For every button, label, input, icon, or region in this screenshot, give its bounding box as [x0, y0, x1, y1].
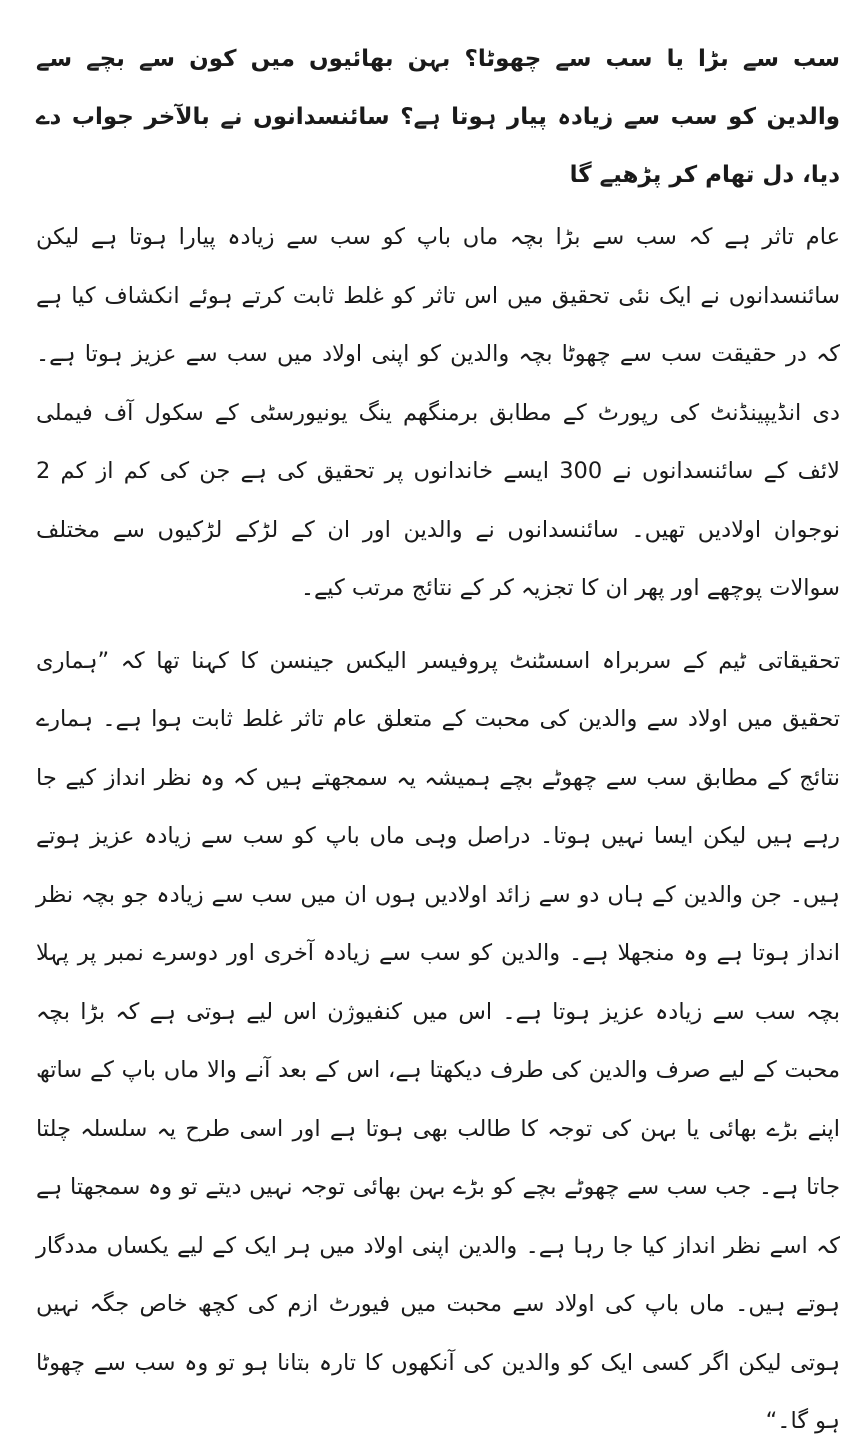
article-paragraph-2: تحقیقاتی ٹیم کے سربراہ اسسٹنٹ پروفیسر الیکس جینسن کا کہنا تھا کہ ”ہماری تحقیق میں اولاد سے والدین کی محبت کے متعلق عام تاثر غلط ثابت ہوا ہے۔ ہمارے نتائج کے مطابق سب سے چھوٹے بچے ہمیشہ یہ سمجھتے ہیں کہ وہ نظر انداز کیے جا رہے ہیں لیکن ایسا نہیں ہوتا۔ دراصل وہی ماں باپ کو سب سے زیادہ عزیز ہوتے ہیں۔ جن والدین کے ہاں دو سے زائد اولادیں ہوں ان میں سب سے زیادہ جو بچہ نظر انداز ہوتا ہے وہ منجھلا ہے۔ والدین کو سب سے زیادہ آخری اور دوسرے نمبر پر پہلا بچہ سب سے زیادہ عزیز ہوتا ہے۔ اس میں کنفیوژن اس لیے ہوتی ہے کہ بڑا بچہ محبت کے لیے صرف والدین کی طرف دیکھتا ہے، اس کے بعد آنے والا ماں باپ کے ساتھ اپنے بڑے بھائی یا بہن کی توجہ کا طالب بھی ہوتا ہے اور اسی طرح یہ سلسلہ چلتا جاتا ہے۔ جب سب سے چھوٹے بچے کو بڑے بہن بھائی توجہ نہیں دیتے تو وہ سمجھتا ہے کہ اسے نظر انداز کیا جا رہا ہے۔ والدین اپنی اولاد میں ہر ایک کے لیے یکساں مددگار ہوتے ہیں۔ ماں باپ کی اولاد سے محبت میں فیورٹ ازم کی کچھ خاص جگہ نہیں ہوتی لیکن اگر کسی ایک کو والدین کی آنکھوں کا تارہ بتانا ہو تو وہ سب سے چھوٹا ہو گا۔“ [36, 647, 840, 1434]
article-paragraph-1: عام تاثر ہے کہ سب سے بڑا بچہ ماں باپ کو سب سے زیادہ پیارا ہوتا ہے لیکن سائنسدانوں نے ایک نئی تحقیق میں اس تاثر کو غلط ثابت کرتے ہوئے انکشاف کیا ہے کہ در حقیقت سب سے چھوٹا بچہ والدین کو اپنی اولاد میں سب سے عزیز ہوتا ہے۔ دی انڈیپینڈنٹ کی رپورٹ کے مطابق برمنگھم ینگ یونیورسٹی کے سکول آف فیملی لائف کے سائنسدانوں نے 300 ایسے خاندانوں پر تحقیق کی ہے جن کی کم از کم 2 نوجوان اولادیں تھیں۔ سائنسدانوں نے والدین اور ان کے لڑکے لڑکیوں سے مختلف سوالات پوچھے اور پھر ان کا تجزیہ کر کے نتائج مرتب کیے۔ [36, 224, 840, 601]
article-headline: سب سے بڑا یا سب سے چھوٹا؟ بہن بھائیوں میں کون سے بچے سے والدین کو سب سے زیادہ پیار ہوتا ہے؟ سائنسدانوں نے بالآخر جواب دے دیا، دل تھام کر پڑھیے گا [36, 46, 840, 188]
